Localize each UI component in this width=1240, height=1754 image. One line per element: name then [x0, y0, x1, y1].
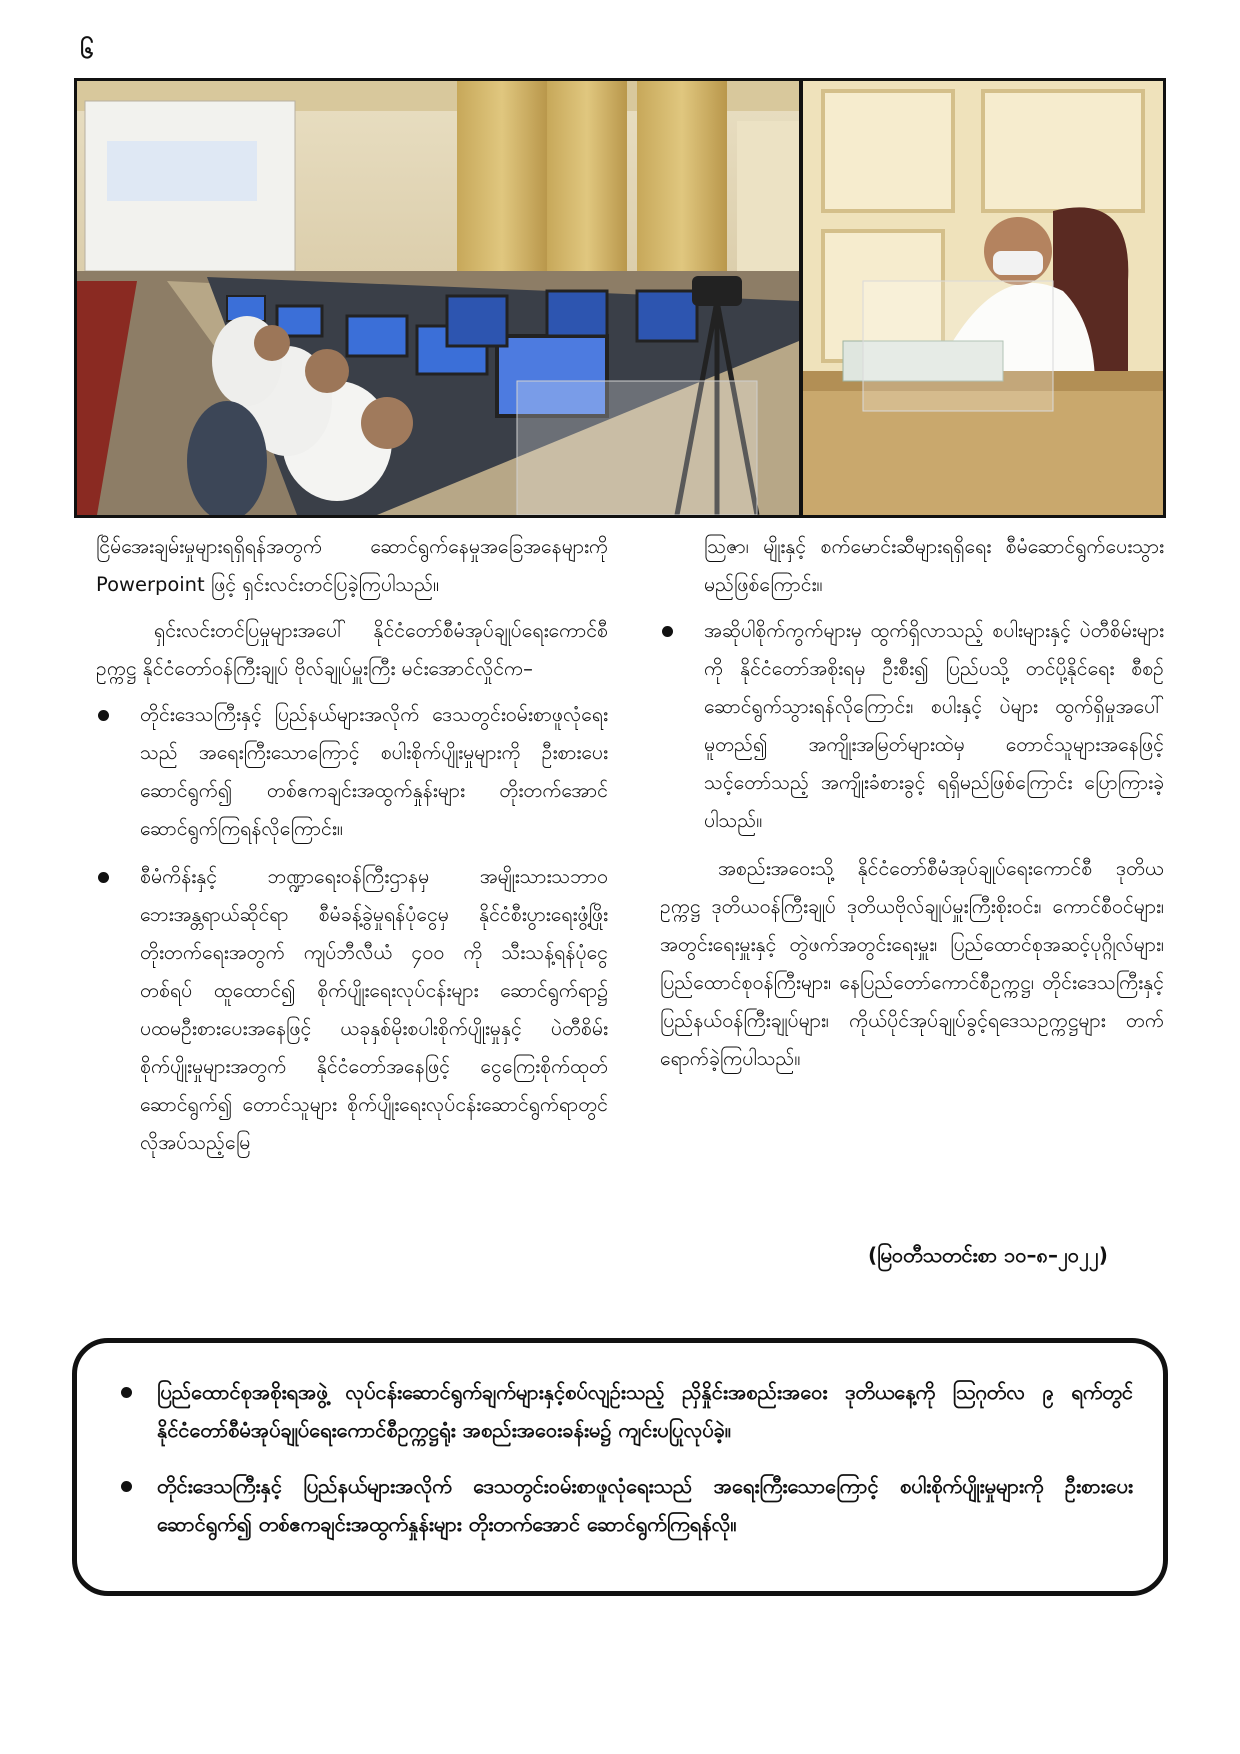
bullet-text: အဆိုပါစိုက်ကွက်များမှ ထွက်ရှိလာသည့် စပါးများနှင့် ပဲတီစိမ်းများကို နိုင်ငံတော်အစိုးရမှ ဦးစီး၍ ပြည်ပသို့ တင်ပို့နိုင်ရေး စီစဉ်ဆောင်ရွက်သွားရန်လိုကြောင်း၊ စပါးနှင့် ပဲများ ထွက်ရှိမှုအပေါ်မူတည်၍ အကျိုးအမြတ်များထဲမှ တောင်သူများအနေဖြင့် သင့်တော်သည့် အကျိုးခံစားခွင့် ရရှိမည်ဖြစ်ကြောင်း ပြောကြားခဲ့ပါသည်။	[704, 619, 1164, 832]
continued-bullet-text: ဩဇာ၊ မျိုးနှင့် စက်မောင်းဆီများရရှိရေး စီမံဆောင်ရွက်ပေးသွားမည်ဖြစ်ကြောင်း။	[704, 535, 1164, 596]
photo-banner	[74, 78, 1166, 518]
leader-portrait-photo	[803, 81, 1163, 515]
right-column	[660, 528, 1164, 1086]
bullet-icon	[662, 626, 673, 637]
bullet-icon	[121, 1481, 132, 1492]
source-credit: (မြဝတီသတင်းစာ ၁၀–၈–၂၀၂၂)	[868, 1243, 1108, 1267]
summary-list	[107, 1373, 1133, 1543]
leader-portrait-image	[803, 81, 1163, 515]
left-bullet-list	[96, 696, 608, 1162]
intro-paragraph: ငြိမ်အေးချမ်းမှုများရရှိရန်အတွက် ဆောင်ရွက်နေမှုအခြေအနေများကို Powerpoint ဖြင့် ရှင်းလင်းတင်ပြခဲ့ကြပါသည်။	[96, 535, 608, 596]
meeting-hall-photo	[77, 81, 799, 515]
page-number: ၆	[80, 36, 94, 64]
bullet-text: စီမံကိန်းနှင့် ဘဏ္ဍာရေးဝန်ကြီးဌာနမှ အမျိုးသားသဘာဝဘေးအန္တရာယ်ဆိုင်ရာ စီမံခန့်ခွဲမှုရန်ပုံငွေမှ နိုင်ငံစီးပွားရေးဖွံ့ဖြိုးတိုးတက်ရေးအတွက် ကျပ်ဘီလီယံ ၄၀၀ ကို သီးသန့်ရန်ပုံငွေတစ်ရပ် ထူထောင်၍ စိုက်ပျိုးရေးလုပ်ငန်းများ ဆောင်ရွက်ရာ၌ ပထမဦးစားပေးအနေဖြင့် ယခုနှစ်မိုးစပါးစိုက်ပျိုးမှုနှင့် ပဲတီစိမ်းစိုက်ပျိုးမှုများအတွက် နိုင်ငံတော်အနေဖြင့် ငွေကြေးစိုက်ထုတ်ဆောင်ရွက်၍ တောင်သူများ စိုက်ပျိုးရေးလုပ်ငန်းဆောင်ရွက်ရာတွင် လိုအပ်သည့်မြေ	[140, 865, 608, 1154]
bullet-text: တိုင်းဒေသကြီးနှင့် ပြည်နယ်များအလိုက် ဒေသတွင်းဝမ်းစာဖူလုံရေးသည် အရေးကြီးသောကြောင့် စပါးစိုက်ပျိုးမှုများကို ဦးစားပေးဆောင်ရွက်၍ တစ်ဧကချင်းအထွက်နှုန်းများ တိုးတက်အောင် ဆောင်ရွက်ကြရန်လိုကြောင်း။	[140, 703, 608, 840]
attendance-paragraph: အစည်းအဝေးသို့ နိုင်ငံတော်စီမံအုပ်ချုပ်ရေးကောင်စီ ဒုတိယဥက္ကဋ္ဌ ဒုတိယဝန်ကြီးချုပ် ဒုတိယဗိုလ်ချုပ်မှူးကြီးစိုးဝင်း၊ ကောင်စီဝင်များ၊ အတွင်းရေးမှူးနှင့် တွဲဖက်အတွင်းရေးမှူး၊ ပြည်ထောင်စုအဆင့်ပုဂ္ဂိုလ်များ၊ ပြည်ထောင်စုဝန်ကြီးများ၊ နေပြည်တော်ကောင်စီဥက္ကဋ္ဌ၊ တိုင်းဒေသကြီးနှင့် ပြည်နယ်ဝန်ကြီးချုပ်များ၊ ကိုယ်ပိုင်အုပ်ချုပ်ခွင့်ရဒေသဥက္ကဋ္ဌများ တက်ရောက်ခဲ့ကြပါသည်။	[660, 857, 1164, 1070]
bullet-icon	[98, 872, 109, 883]
list-item	[96, 696, 608, 848]
summary-text: တိုင်းဒေသကြီးနှင့် ပြည်နယ်များအလိုက် ဒေသတွင်းဝမ်းစာဖူလုံရေးသည် အရေးကြီးသောကြောင့် စပါးစိုက်ပျိုးမှုများကို ဦးစားပေးဆောင်ရွက်၍ တစ်ဧကချင်းအထွက်နှုန်းများ တိုးတက်အောင် ဆောင်ရွက်ကြရန်လို။	[157, 1474, 1133, 1536]
list-item	[660, 612, 1164, 840]
speaker-paragraph: ရှင်းလင်းတင်ပြမှုများအပေါ် နိုင်ငံတော်စီမံအုပ်ချုပ်ရေးကောင်စီဥက္ကဋ္ဌ နိုင်ငံတော်ဝန်ကြီးချုပ် ဗိုလ်ချုပ်မှူးကြီး မင်းအောင်လှိုင်က–	[96, 619, 608, 680]
bullet-icon	[98, 710, 109, 721]
summary-text: ပြည်ထောင်စုအစိုးရအဖွဲ့ လုပ်ငန်းဆောင်ရွက်ချက်များနှင့်စပ်လျဉ်းသည့် ညှိနှိုင်းအစည်းအဝေး ဒုတိယနေ့ကို ဩဂုတ်လ ၉ ရက်တွင် နိုင်ငံတော်စီမံအုပ်ချုပ်ရေးကောင်စီဥက္ကဋ္ဌရုံး အစည်းအဝေးခန်းမ၌ ကျင်းပပြုလုပ်ခဲ့။	[157, 1380, 1133, 1442]
right-bullet-list	[660, 612, 1164, 840]
list-item	[96, 858, 608, 1162]
summary-item	[107, 1373, 1133, 1449]
meeting-hall-image	[77, 81, 799, 515]
summary-box	[72, 1338, 1168, 1596]
left-column	[96, 528, 608, 1172]
summary-item	[107, 1467, 1133, 1543]
bullet-icon	[121, 1387, 132, 1398]
